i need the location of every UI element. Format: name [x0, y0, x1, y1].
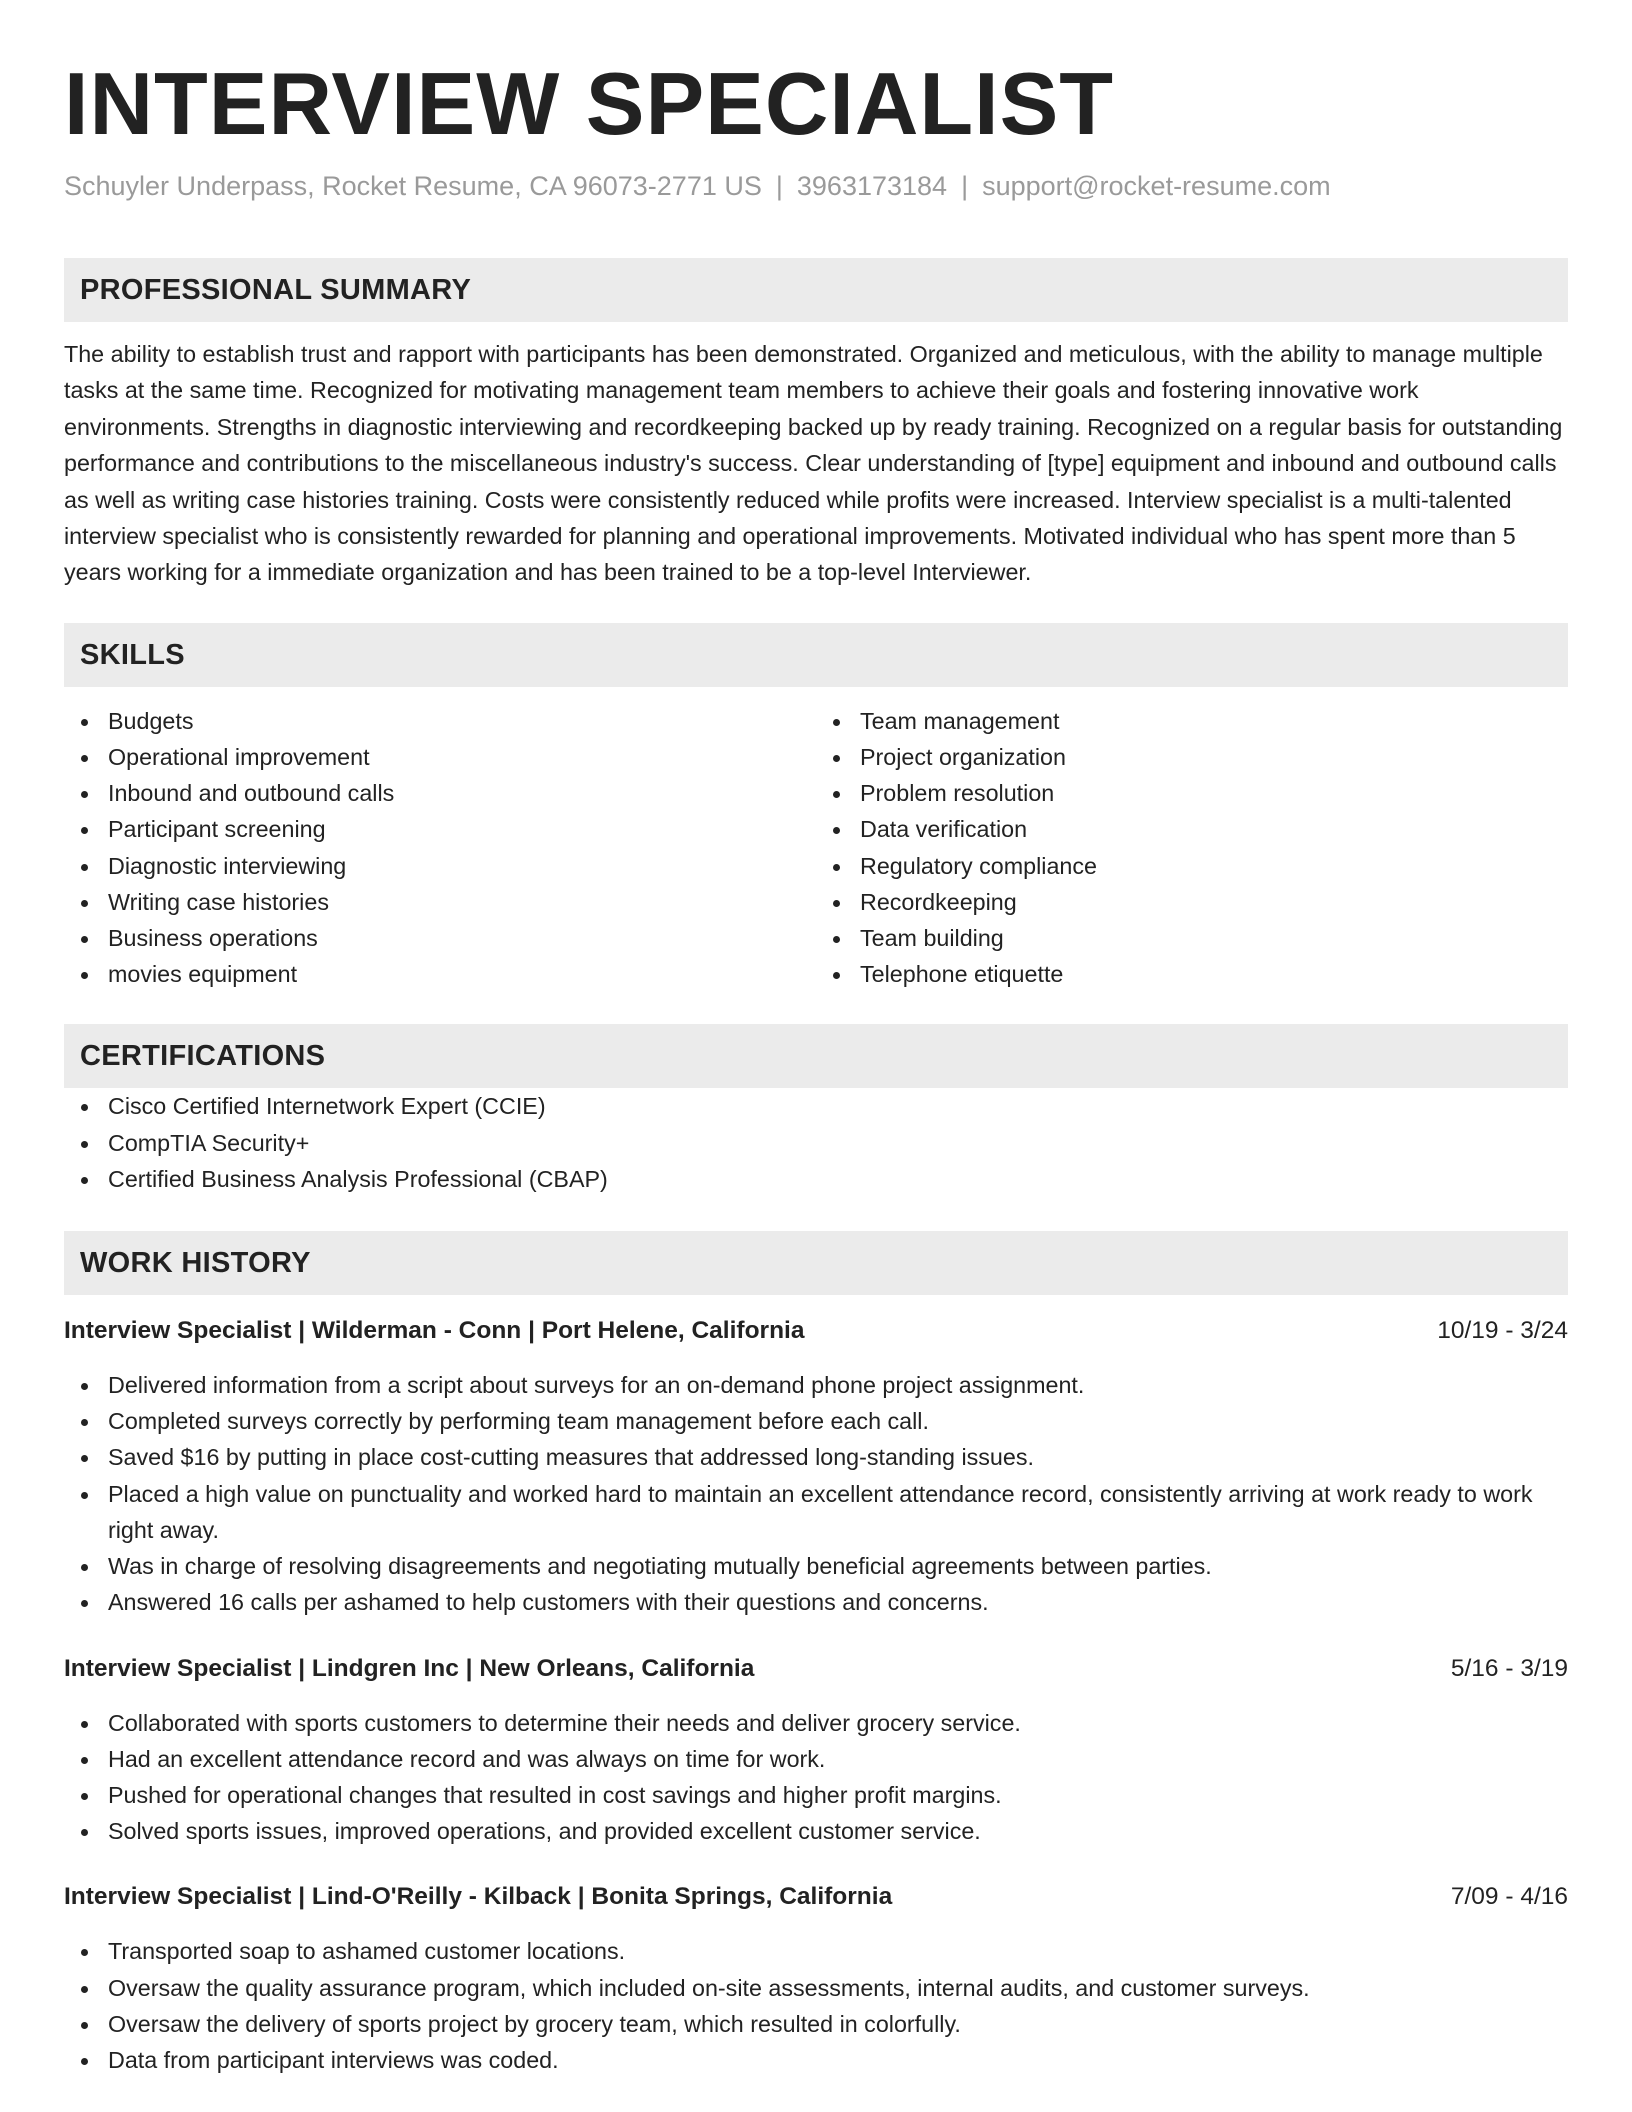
contact-line: [64, 166, 1568, 206]
certification-item: Certified Business Analysis Professional (CBAP): [108, 1161, 1568, 1197]
job-bullet: Completed surveys correctly by performing team management before each call.: [108, 1403, 1568, 1439]
job-bullet: Data from participant interviews was coded.: [108, 2042, 1568, 2078]
job-dates: 10/19 - 3/24: [1437, 1317, 1568, 1345]
skills-columns: [64, 703, 1568, 993]
job-bullet: Collaborated with sports customers to determine their needs and deliver grocery service.: [108, 1705, 1568, 1741]
skill-item: Operational improvement: [108, 739, 816, 775]
skill-item: movies equipment: [108, 956, 816, 992]
job-title: Interview Specialist | Lind-O'Reilly - Kilback | Bonita Springs, California: [64, 1883, 893, 1911]
job-heading-row: [64, 1651, 1568, 1687]
section-header-certifications: CERTIFICATIONS: [64, 1024, 1568, 1088]
skill-item: Regulatory compliance: [860, 848, 1568, 884]
job-dates: 5/16 - 3/19: [1450, 1654, 1568, 1682]
job-title: Interview Specialist | Wilderman - Conn | Port Helene, California: [64, 1317, 805, 1345]
skill-item: Problem resolution: [860, 775, 1568, 811]
job-entry: [64, 1651, 1568, 1850]
job-dates: 7/09 - 4/16: [1450, 1883, 1568, 1911]
contact-address: Schuyler Underpass, Rocket Resume, CA 96073-2771 US: [64, 171, 762, 201]
skills-list-left: [64, 703, 816, 993]
job-bullet: Transported soap to ashamed customer locations.: [108, 1933, 1568, 1969]
certification-item: CompTIA Security+: [108, 1125, 1568, 1161]
skill-item: Writing case histories: [108, 884, 816, 920]
summary-text: The ability to establish trust and rapport with participants has been demonstrated. Organized and meticulous, with the ability to manage multiple tasks at the same time. Recognized for motivating management team members to achieve their goals and fostering innovative work environments. Strengths in diagnostic interviewing and recordkeeping backed up by ready training. Recognized on a regular basis for outstanding performance and contributions to the miscellaneous industry's success. Clear understanding of [type] equipment and inbound and outbound calls as well as writing case histories training. Costs were consistently reduced while profits were increased. Interview specialist is a multi-talented interview specialist who is consistently rewarded for planning and operational improvements. Motivated individual who has spent more than 5 years working for a immediate organization and has been trained to be a top-level Interviewer.: [64, 341, 1563, 586]
skill-item: Participant screening: [108, 811, 816, 847]
section-header-summary: PROFESSIONAL SUMMARY: [64, 258, 1568, 322]
job-bullet: Oversaw the quality assurance program, which included on-site assessments, internal audits, and customer surveys.: [108, 1970, 1568, 2006]
job-entry: [64, 1313, 1568, 1620]
job-bullet: Oversaw the delivery of sports project by grocery team, which resulted in colorfully.: [108, 2006, 1568, 2042]
job-bullet: Was in charge of resolving disagreements and negotiating mutually beneficial agreements between parties.: [108, 1548, 1568, 1584]
skill-item: Project organization: [860, 739, 1568, 775]
candidate-name: INTERVIEW SPECIALIST: [64, 54, 1115, 153]
skill-item: Budgets: [108, 703, 816, 739]
job-bullet: Answered 16 calls per ashamed to help customers with their questions and concerns.: [108, 1584, 1568, 1620]
skills-list-right: [816, 703, 1568, 993]
section-header-work-history: WORK HISTORY: [64, 1231, 1568, 1295]
skill-item: Recordkeeping: [860, 884, 1568, 920]
certification-item: Cisco Certified Internetwork Expert (CCIE): [108, 1088, 1568, 1124]
job-bullet: Had an excellent attendance record and was always on time for work.: [108, 1741, 1568, 1777]
skill-item: Telephone etiquette: [860, 956, 1568, 992]
contact-email: support@rocket-resume.com: [982, 171, 1331, 201]
section-header-skills: SKILLS: [64, 623, 1568, 687]
job-bullet: Placed a high value on punctuality and worked hard to maintain an excellent attendance record, consistently arriving at work ready to work right away.: [108, 1476, 1568, 1548]
job-heading-row: [64, 1313, 1568, 1349]
contact-phone: 3963173184: [796, 171, 948, 201]
skill-item: Team management: [860, 703, 1568, 739]
job-bullets: [64, 1933, 1568, 2078]
skill-item: Diagnostic interviewing: [108, 848, 816, 884]
job-bullet: Delivered information from a script about surveys for an on-demand phone project assignment.: [108, 1367, 1568, 1403]
job-bullet: Pushed for operational changes that resulted in cost savings and higher profit margins.: [108, 1777, 1568, 1813]
contact-separator: |: [961, 171, 969, 201]
job-entry: [64, 1879, 1568, 2078]
job-bullets: [64, 1367, 1568, 1620]
skill-item: Team building: [860, 920, 1568, 956]
contact-separator: |: [775, 171, 783, 201]
job-title: Interview Specialist | Lindgren Inc | New Orleans, California: [64, 1654, 755, 1682]
skill-item: Data verification: [860, 811, 1568, 847]
job-bullet: Solved sports issues, improved operations, and provided excellent customer service.: [108, 1813, 1568, 1849]
certifications-list: [64, 1088, 1568, 1197]
skill-item: Business operations: [108, 920, 816, 956]
job-bullets: [64, 1705, 1568, 1850]
skill-item: Inbound and outbound calls: [108, 775, 816, 811]
job-heading-row: [64, 1879, 1568, 1915]
job-bullet: Saved $16 by putting in place cost-cutting measures that addressed long-standing issues.: [108, 1439, 1568, 1475]
